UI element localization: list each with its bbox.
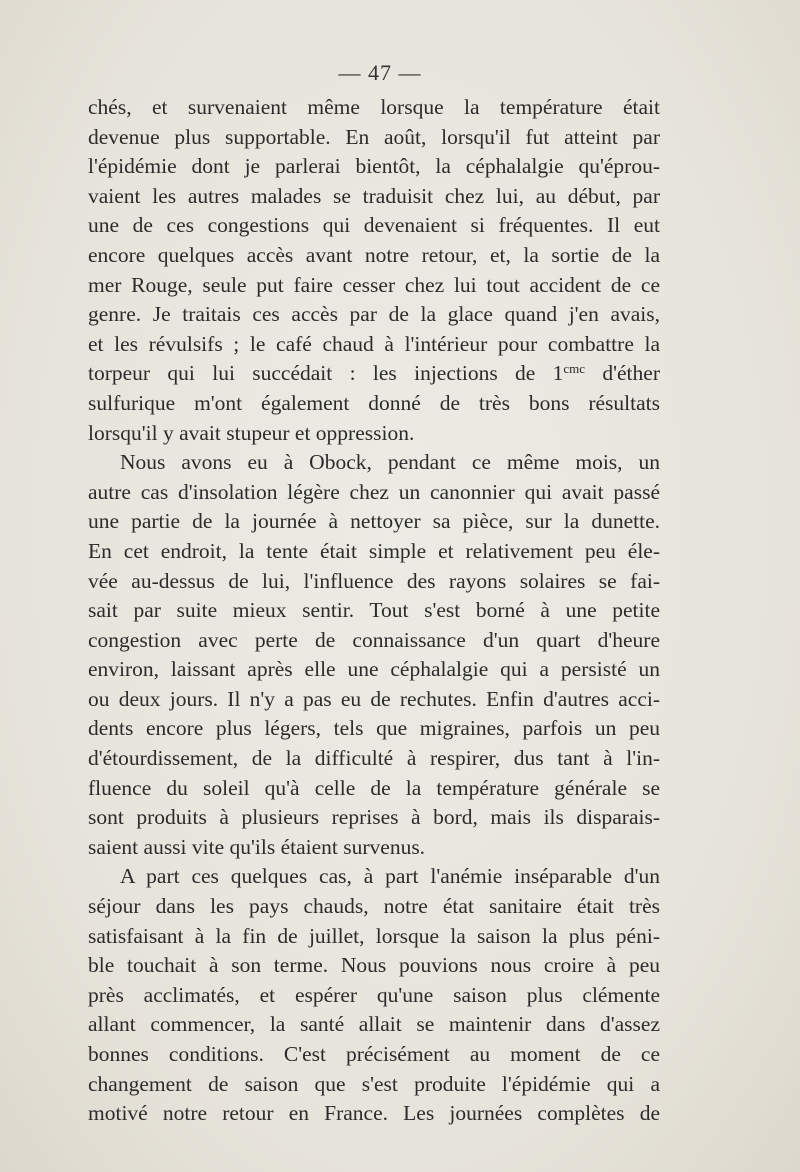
page-number: — 47 — [338, 60, 422, 85]
text-line: une de ces congestions qui devenaient si fréquentes. Il eut [88, 213, 660, 238]
text-line: dents encore plus légers, tels que migraines, parfois un peu [88, 716, 660, 741]
text-line: d'étourdissement, de la difficulté à respirer, dus tant à l'in- [88, 746, 660, 771]
text-line: motivé notre retour en France. Les journées complètes de [88, 1101, 660, 1126]
text-line: sait par suite mieux sentir. Tout s'est borné à une petite [88, 598, 660, 623]
superscript: cmc [563, 361, 586, 377]
text-line: lorsqu'il y avait stupeur et oppression. [88, 420, 415, 445]
text-line: séjour dans les pays chauds, notre état sanitaire était très [88, 894, 660, 919]
text-line: environ, laissant après elle une céphalalgie qui a persisté un [88, 657, 660, 682]
text-line: devenue plus supportable. En août, lorsqu'il fut atteint par [88, 124, 660, 149]
text-line: A part ces quelques cas, à part l'anémie inséparable d'un [120, 864, 660, 889]
text-line: congestion avec perte de connaissance d'un quart d'heure [88, 627, 660, 652]
text-line: Nous avons eu à Obock, pendant ce même mois, un [120, 450, 660, 475]
text-line: En cet endroit, la tente était simple et relativement peu éle- [88, 538, 660, 563]
text-line: sulfurique m'ont également donné de très bons résultats [88, 390, 660, 415]
text-line: mer Rouge, seule put faire cesser chez lui tout accident de ce [88, 272, 660, 297]
text-line: genre. Je traitais ces accès par de la glace quand j'en avais, [88, 302, 660, 327]
body-text [88, 93, 660, 1129]
text-line: encore quelques accès avant notre retour, et, la sortie de la [88, 242, 660, 267]
text-line: fluence du soleil qu'à celle de la température générale se [88, 775, 660, 800]
text-line: chés, et survenaient même lorsque la température était [88, 95, 660, 119]
text-line: allant commencer, la santé allait se maintenir dans d'assez [88, 1012, 660, 1037]
text-line: l'épidémie dont je parlerai bientôt, la céphalalgie qu'éprou- [88, 154, 660, 179]
text-line [88, 359, 660, 389]
text-line: ou deux jours. Il n'y a pas eu de rechutes. Enfin d'autres acci- [88, 686, 660, 711]
text-line: bonnes conditions. C'est précisément au moment de ce [88, 1042, 660, 1066]
text-line: ble touchait à son terme. Nous pouvions nous croire à peu [88, 953, 660, 978]
text-line: saient aussi vite qu'ils étaient survenus. [88, 834, 426, 859]
text-line-segment: d'éther [585, 361, 660, 386]
text-line: vée au-dessus de lui, l'influence des rayons solaires se fai- [88, 568, 660, 593]
text-line: une partie de la journée à nettoyer sa pièce, sur la dunette. [88, 509, 660, 534]
text-line: sont produits à plusieurs reprises à bord, mais ils disparais- [88, 805, 660, 830]
text-line: changement de saison que s'est produite l'épidémie qui a [88, 1071, 660, 1096]
text-line: et les révulsifs ; le café chaud à l'intérieur pour combattre la [88, 331, 660, 356]
text-line: satisfaisant à la fin de juillet, lorsque la saison la plus péni- [88, 923, 660, 948]
text-line: autre cas d'insolation légère chez un canonnier qui avait passé [88, 479, 660, 504]
text-line: près acclimatés, et espérer qu'une saison plus clémente [88, 982, 660, 1007]
text-line-segment: torpeur qui lui succédait : les injections de 1 [88, 361, 564, 386]
text-line: vaient les autres malades se traduisit chez lui, au début, par [88, 183, 660, 208]
